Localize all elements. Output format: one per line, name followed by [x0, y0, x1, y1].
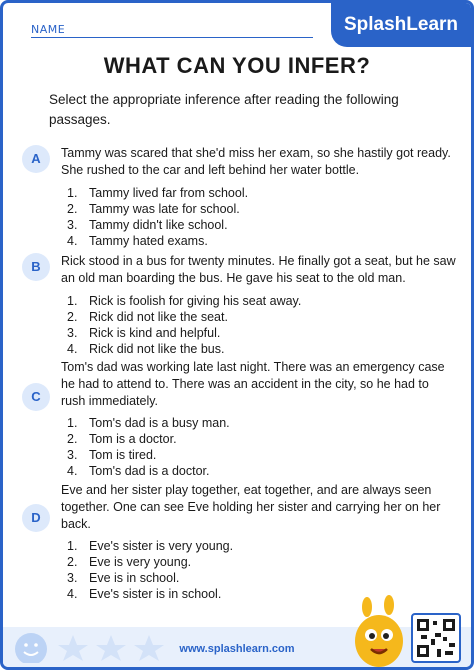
list-item: 2. Tammy was late for school.: [67, 202, 240, 216]
list-item: 2. Tom is a doctor.: [67, 432, 177, 446]
list-item: 1. Eve's sister is very young.: [67, 539, 234, 553]
stars-decoration: [11, 617, 181, 663]
name-label: NAME: [31, 23, 66, 36]
question-badge-d: D: [22, 504, 50, 532]
question-badge-c: C: [22, 383, 50, 411]
splashlearn-logo: SplashLearn: [331, 3, 471, 47]
options-a: [67, 185, 248, 249]
question-badge-b: B: [22, 253, 50, 281]
list-item: 3. Rick is kind and helpful.: [67, 326, 221, 340]
instructions: Select the appropriate inference after reading the following passages.: [49, 92, 399, 127]
qr-code: [411, 613, 461, 663]
list-item: 1. Tom's dad is a busy man.: [67, 416, 230, 430]
list-item: 1. Tammy lived far from school.: [67, 186, 249, 200]
list-item: 4. Eve's sister is in school.: [67, 587, 222, 601]
question-badge-a: A: [22, 145, 50, 173]
passage-c: Tom's dad was working late last night. There was an emergency case he had to attend to. There was an accident in the city, so he had to rush immediately.: [61, 360, 445, 408]
footer-url: www.splashlearn.com: [179, 643, 295, 655]
header: [3, 3, 471, 47]
list-item: 2. Rick did not like the seat.: [67, 310, 228, 324]
options-b: [67, 293, 301, 357]
list-item: 2. Eve is very young.: [67, 555, 192, 569]
list-item: 4. Rick did not like the bus.: [67, 342, 225, 356]
list-item: 4. Tammy hated exams.: [67, 234, 208, 248]
page-title: WHAT CAN YOU INFER?: [103, 53, 371, 78]
list-item: 3. Tammy didn't like school.: [67, 218, 228, 232]
list-item: 3. Tom is tired.: [67, 448, 157, 462]
options-c: [67, 415, 230, 479]
passage-d: Eve and her sister play together, eat together, and are always seen together. One can see Eve holding her sister and carrying her on her back.: [61, 483, 441, 531]
passage-a: Tammy was scared that she'd miss her exam, so she hastily got ready. She rushed to the car and left behind her water bottle.: [61, 146, 451, 177]
list-item: 3. Eve is in school.: [67, 571, 180, 585]
list-item: 1. Rick is foolish for giving his seat away.: [67, 294, 302, 308]
name-line: [31, 37, 313, 38]
list-item: 4. Tom's dad is a doctor.: [67, 464, 210, 478]
passage-b: Rick stood in a bus for twenty minutes. He finally got a seat, but he saw an old man boarding the bus. He gave his seat to the old man.: [61, 254, 456, 285]
mascot-icon: [349, 595, 409, 667]
options-d: [67, 538, 233, 602]
